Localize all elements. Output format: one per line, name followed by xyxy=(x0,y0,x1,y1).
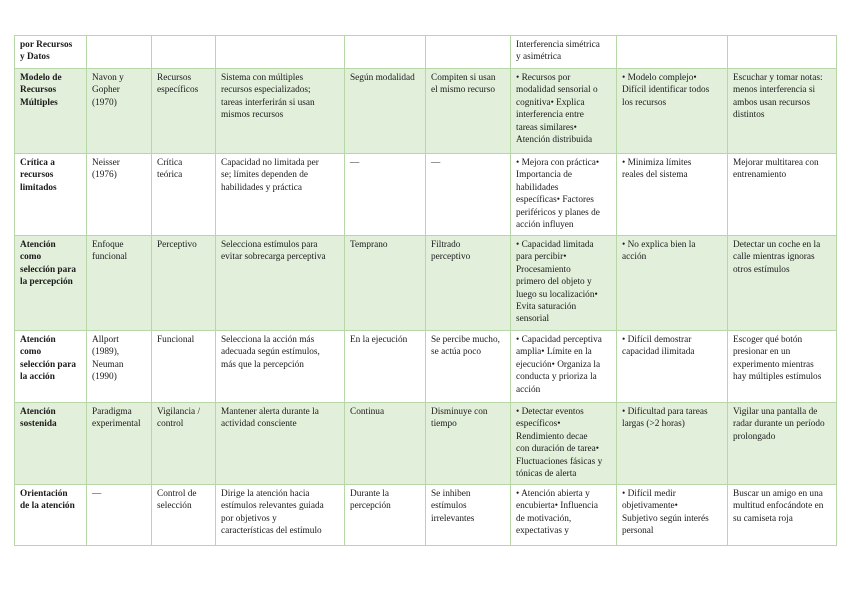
table-cell: — xyxy=(345,154,426,236)
table-cell xyxy=(617,36,728,69)
table-cell: Dirige la atención hacia estímulos relevantes guiada por objetivos y características del estímulo xyxy=(216,485,345,546)
table-row xyxy=(15,403,837,485)
row-header-cell: Crítica a recursos limitados xyxy=(15,154,87,236)
table-cell: Funcional xyxy=(152,331,216,403)
table-cell: Detectar un coche en la calle mientras ignoras otros estímulos xyxy=(728,236,837,331)
table-cell: Neisser (1976) xyxy=(87,154,152,236)
table-cell: Mejorar multitarea con entrenamiento xyxy=(728,154,837,236)
table-cell xyxy=(216,36,345,69)
table-cell: • Modelo complejo• Difícil identificar todos los recursos xyxy=(617,69,728,154)
comparison-table xyxy=(14,35,837,546)
table-cell: Recursos específicos xyxy=(152,69,216,154)
table-cell: En la ejecución xyxy=(345,331,426,403)
table-cell: — xyxy=(87,485,152,546)
table-cell xyxy=(345,36,426,69)
table-cell: Filtrado perceptivo xyxy=(426,236,511,331)
row-header-cell: Atención como selección para la acción xyxy=(15,331,87,403)
table-cell: Temprano xyxy=(345,236,426,331)
row-header-cell: Orientación de la atención xyxy=(15,485,87,546)
table-cell: Allport (1989), Neuman (1990) xyxy=(87,331,152,403)
row-header-cell: por Recursos y Datos xyxy=(15,36,87,69)
table-cell: Según modalidad xyxy=(345,69,426,154)
table-cell: Enfoque funcional xyxy=(87,236,152,331)
table-cell: Vigilancia / control xyxy=(152,403,216,485)
table-cell: Sistema con múltiples recursos especializados; tareas interferirán si usan mismos recursos xyxy=(216,69,345,154)
table-cell: Interferencia simétrica y asimétrica xyxy=(511,36,617,69)
table-cell: Capacidad no limitada per se; límites dependen de habilidades y práctica xyxy=(216,154,345,236)
table-cell: • Minimiza límites reales del sistema xyxy=(617,154,728,236)
table-cell: Compiten si usan el mismo recurso xyxy=(426,69,511,154)
table-cell: • Recursos por modalidad sensorial o cognitiva• Explica interferencia entre tareas similares• Atención distribuida xyxy=(511,69,617,154)
table-cell: Selecciona estímulos para evitar sobrecarga perceptiva xyxy=(216,236,345,331)
table-cell: Perceptivo xyxy=(152,236,216,331)
table-cell: Selecciona la acción más adecuada según estímulos, más que la percepción xyxy=(216,331,345,403)
table-cell: Se inhiben estímulos irrelevantes xyxy=(426,485,511,546)
table-cell: • Difícil medir objetivamente• Subjetivo según interés personal xyxy=(617,485,728,546)
table-cell: Durante la percepción xyxy=(345,485,426,546)
table-cell: Buscar un amigo en una multitud enfocándote en su camiseta roja xyxy=(728,485,837,546)
table-cell: Control de selección xyxy=(152,485,216,546)
table-cell: — xyxy=(426,154,511,236)
table-cell xyxy=(87,36,152,69)
table-cell: Crítica teórica xyxy=(152,154,216,236)
table-cell: • Difícil demostrar capacidad ilimitada xyxy=(617,331,728,403)
table-cell: • Atención abierta y encubierta• Influencia de motivación, expectativas y xyxy=(511,485,617,546)
table-row xyxy=(15,154,837,236)
table-cell: Escoger qué botón presionar en un experimento mientras hay múltiples estímulos xyxy=(728,331,837,403)
table-row xyxy=(15,331,837,403)
row-header-cell: Atención como selección para la percepción xyxy=(15,236,87,331)
table-row xyxy=(15,36,837,69)
table-cell xyxy=(728,36,837,69)
table-cell: • Dificultad para tareas largas (>2 horas) xyxy=(617,403,728,485)
table-cell: Escuchar y tomar notas: menos interferencia si ambos usan recursos distintos xyxy=(728,69,837,154)
table-cell: Disminuye con tiempo xyxy=(426,403,511,485)
table-cell: • No explica bien la acción xyxy=(617,236,728,331)
table-cell: Navon y Gopher (1970) xyxy=(87,69,152,154)
table-row xyxy=(15,485,837,546)
table-cell xyxy=(152,36,216,69)
table-cell: • Mejora con práctica• Importancia de habilidades específicas• Factores periféricos y planes de acción influyen xyxy=(511,154,617,236)
row-header-cell: Modelo de Recursos Múltiples xyxy=(15,69,87,154)
table-row xyxy=(15,69,837,154)
table-cell: Se percibe mucho, se actúa poco xyxy=(426,331,511,403)
table-cell: Paradigma experimental xyxy=(87,403,152,485)
table-cell: Continua xyxy=(345,403,426,485)
table-cell: • Detectar eventos específicos• Rendimiento decae con duración de tarea• Fluctuaciones fásicas y tónicas de alerta xyxy=(511,403,617,485)
table-cell: • Capacidad limitada para percibir• Procesamiento primero del objeto y luego su localización• Evita saturación sensorial xyxy=(511,236,617,331)
table-cell xyxy=(426,36,511,69)
row-header-cell: Atención sostenida xyxy=(15,403,87,485)
table-cell: Mantener alerta durante la actividad consciente xyxy=(216,403,345,485)
table-cell: Vigilar una pantalla de radar durante un período prolongado xyxy=(728,403,837,485)
table-row xyxy=(15,236,837,331)
table-cell: • Capacidad perceptiva amplia• Límite en la ejecución• Organiza la conducta y prioriza la acción xyxy=(511,331,617,403)
